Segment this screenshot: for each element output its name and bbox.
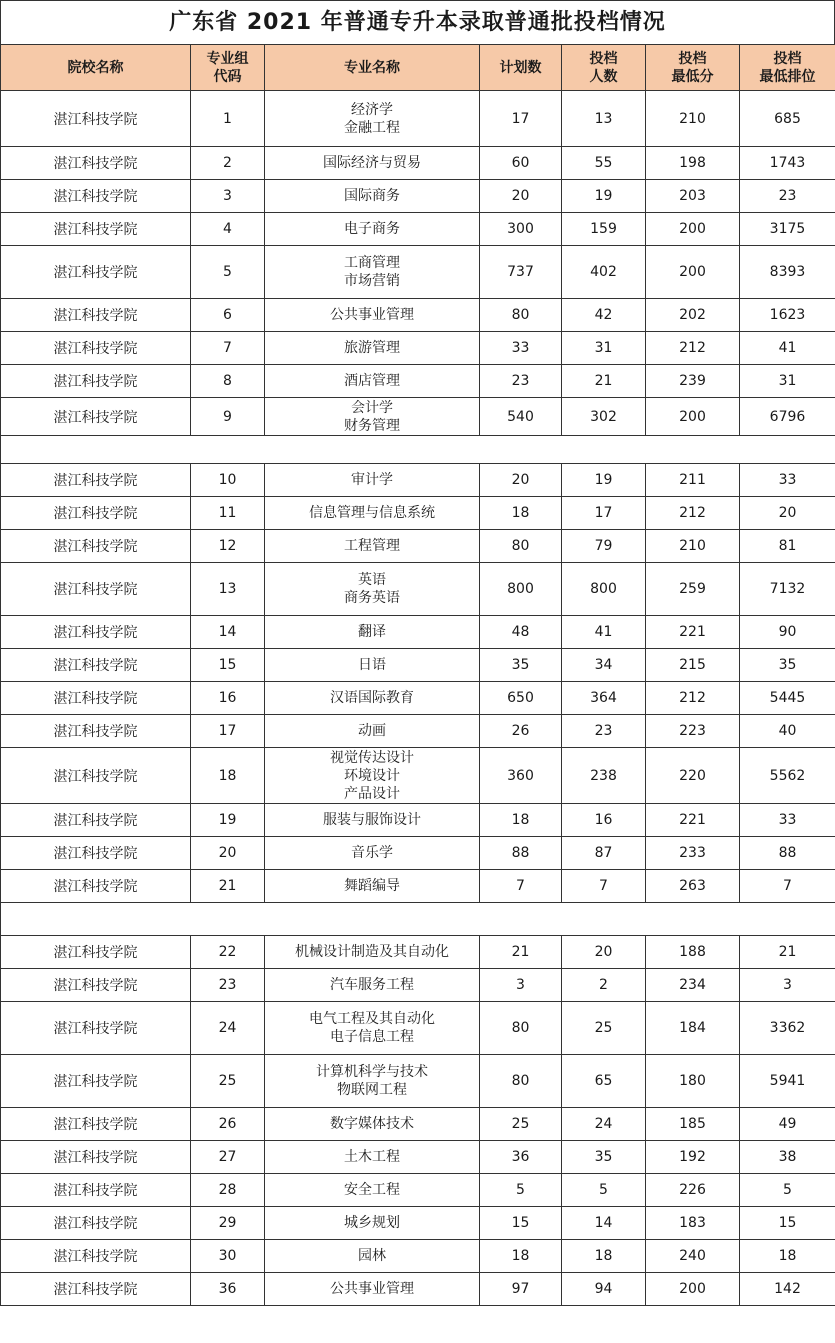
school-cell: 湛江科技学院 [1, 1002, 191, 1055]
major-cell: 音乐学 [265, 837, 480, 870]
major-cell: 视觉传达设计 环境设计 产品设计 [265, 748, 480, 804]
count-cell: 18 [562, 1240, 646, 1273]
min-score-cell: 210 [646, 91, 740, 147]
count-cell: 31 [562, 332, 646, 365]
school-cell: 湛江科技学院 [1, 213, 191, 246]
school-cell: 湛江科技学院 [1, 969, 191, 1002]
group-code-cell: 7 [191, 332, 265, 365]
header-count: 投档 人数 [562, 45, 646, 91]
table-row [1, 1174, 835, 1207]
school-cell: 湛江科技学院 [1, 398, 191, 436]
count-cell: 25 [562, 1002, 646, 1055]
plan-cell: 540 [480, 398, 562, 436]
count-cell: 5 [562, 1174, 646, 1207]
group-code-cell: 27 [191, 1141, 265, 1174]
plan-cell: 26 [480, 715, 562, 748]
min-rank-cell: 18 [740, 1240, 835, 1273]
school-cell: 湛江科技学院 [1, 246, 191, 299]
header-major: 专业名称 [265, 45, 480, 91]
plan-cell: 20 [480, 180, 562, 213]
min-score-cell: 233 [646, 837, 740, 870]
school-cell: 湛江科技学院 [1, 936, 191, 969]
plan-cell: 15 [480, 1207, 562, 1240]
major-cell: 翻译 [265, 616, 480, 649]
table-row [1, 563, 835, 616]
min-rank-cell: 21 [740, 936, 835, 969]
group-code-cell: 18 [191, 748, 265, 804]
major-cell: 土木工程 [265, 1141, 480, 1174]
table-row [1, 530, 835, 563]
separator-cell [1, 903, 835, 936]
count-cell: 159 [562, 213, 646, 246]
min-score-cell: 200 [646, 213, 740, 246]
table-row [1, 837, 835, 870]
plan-cell: 48 [480, 616, 562, 649]
major-cell: 电子商务 [265, 213, 480, 246]
table-row [1, 870, 835, 903]
count-cell: 14 [562, 1207, 646, 1240]
separator-row [1, 903, 835, 936]
separator-row [1, 436, 835, 464]
min-score-cell: 221 [646, 616, 740, 649]
min-score-cell: 221 [646, 804, 740, 837]
count-cell: 42 [562, 299, 646, 332]
min-rank-cell: 142 [740, 1273, 835, 1306]
count-cell: 34 [562, 649, 646, 682]
count-cell: 21 [562, 365, 646, 398]
group-code-cell: 1 [191, 91, 265, 147]
school-cell: 湛江科技学院 [1, 1055, 191, 1108]
group-code-cell: 23 [191, 969, 265, 1002]
school-cell: 湛江科技学院 [1, 147, 191, 180]
group-code-cell: 20 [191, 837, 265, 870]
min-score-cell: 212 [646, 682, 740, 715]
min-rank-cell: 3175 [740, 213, 835, 246]
major-cell: 审计学 [265, 464, 480, 497]
min-rank-cell: 1743 [740, 147, 835, 180]
table-row [1, 246, 835, 299]
min-score-cell: 215 [646, 649, 740, 682]
min-rank-cell: 33 [740, 804, 835, 837]
major-cell: 城乡规划 [265, 1207, 480, 1240]
min-score-cell: 202 [646, 299, 740, 332]
count-cell: 302 [562, 398, 646, 436]
min-score-cell: 203 [646, 180, 740, 213]
group-code-cell: 13 [191, 563, 265, 616]
table-row [1, 1273, 835, 1306]
group-code-cell: 36 [191, 1273, 265, 1306]
plan-cell: 35 [480, 649, 562, 682]
count-cell: 13 [562, 91, 646, 147]
plan-cell: 737 [480, 246, 562, 299]
plan-cell: 80 [480, 1002, 562, 1055]
count-cell: 55 [562, 147, 646, 180]
table-row [1, 1141, 835, 1174]
major-cell: 经济学 金融工程 [265, 91, 480, 147]
min-score-cell: 188 [646, 936, 740, 969]
min-score-cell: 185 [646, 1108, 740, 1141]
count-cell: 402 [562, 246, 646, 299]
plan-cell: 36 [480, 1141, 562, 1174]
plan-cell: 5 [480, 1174, 562, 1207]
school-cell: 湛江科技学院 [1, 180, 191, 213]
table-row [1, 365, 835, 398]
school-cell: 湛江科技学院 [1, 1174, 191, 1207]
major-cell: 工商管理 市场营销 [265, 246, 480, 299]
plan-cell: 23 [480, 365, 562, 398]
plan-cell: 80 [480, 1055, 562, 1108]
major-cell: 公共事业管理 [265, 299, 480, 332]
table-row [1, 398, 835, 436]
plan-cell: 18 [480, 1240, 562, 1273]
min-score-cell: 211 [646, 464, 740, 497]
group-code-cell: 2 [191, 147, 265, 180]
count-cell: 24 [562, 1108, 646, 1141]
min-score-cell: 200 [646, 246, 740, 299]
school-cell: 湛江科技学院 [1, 530, 191, 563]
table-header-row [1, 45, 835, 91]
school-cell: 湛江科技学院 [1, 649, 191, 682]
min-score-cell: 192 [646, 1141, 740, 1174]
header-min-score: 投档 最低分 [646, 45, 740, 91]
group-code-cell: 25 [191, 1055, 265, 1108]
separator-cell [1, 436, 835, 464]
count-cell: 19 [562, 464, 646, 497]
min-rank-cell: 41 [740, 332, 835, 365]
group-code-cell: 21 [191, 870, 265, 903]
school-cell: 湛江科技学院 [1, 682, 191, 715]
plan-cell: 20 [480, 464, 562, 497]
plan-cell: 88 [480, 837, 562, 870]
major-cell: 汽车服务工程 [265, 969, 480, 1002]
plan-cell: 97 [480, 1273, 562, 1306]
min-rank-cell: 49 [740, 1108, 835, 1141]
school-cell: 湛江科技学院 [1, 1240, 191, 1273]
min-rank-cell: 685 [740, 91, 835, 147]
table-row [1, 682, 835, 715]
min-rank-cell: 5445 [740, 682, 835, 715]
major-cell: 汉语国际教育 [265, 682, 480, 715]
school-cell: 湛江科技学院 [1, 870, 191, 903]
count-cell: 364 [562, 682, 646, 715]
min-score-cell: 200 [646, 398, 740, 436]
major-cell: 动画 [265, 715, 480, 748]
table-row [1, 147, 835, 180]
plan-cell: 18 [480, 804, 562, 837]
table-row [1, 497, 835, 530]
plan-cell: 33 [480, 332, 562, 365]
group-code-cell: 8 [191, 365, 265, 398]
plan-cell: 17 [480, 91, 562, 147]
min-score-cell: 180 [646, 1055, 740, 1108]
plan-cell: 21 [480, 936, 562, 969]
table-row [1, 804, 835, 837]
school-cell: 湛江科技学院 [1, 616, 191, 649]
school-cell: 湛江科技学院 [1, 748, 191, 804]
table-row [1, 332, 835, 365]
group-code-cell: 19 [191, 804, 265, 837]
group-code-cell: 15 [191, 649, 265, 682]
group-code-cell: 10 [191, 464, 265, 497]
major-cell: 国际商务 [265, 180, 480, 213]
table-row [1, 969, 835, 1002]
group-code-cell: 16 [191, 682, 265, 715]
group-code-cell: 22 [191, 936, 265, 969]
count-cell: 17 [562, 497, 646, 530]
table-row [1, 213, 835, 246]
plan-cell: 3 [480, 969, 562, 1002]
min-score-cell: 263 [646, 870, 740, 903]
table-row [1, 180, 835, 213]
major-cell: 会计学 财务管理 [265, 398, 480, 436]
major-cell: 日语 [265, 649, 480, 682]
min-rank-cell: 5562 [740, 748, 835, 804]
table-row [1, 1240, 835, 1273]
table-row [1, 748, 835, 804]
group-code-cell: 24 [191, 1002, 265, 1055]
table-row [1, 616, 835, 649]
count-cell: 35 [562, 1141, 646, 1174]
school-cell: 湛江科技学院 [1, 804, 191, 837]
min-score-cell: 223 [646, 715, 740, 748]
min-rank-cell: 5941 [740, 1055, 835, 1108]
admission-table [0, 44, 835, 1306]
group-code-cell: 6 [191, 299, 265, 332]
table-row [1, 299, 835, 332]
min-rank-cell: 7 [740, 870, 835, 903]
table-row [1, 1002, 835, 1055]
min-score-cell: 259 [646, 563, 740, 616]
group-code-cell: 3 [191, 180, 265, 213]
min-rank-cell: 40 [740, 715, 835, 748]
header-min-rank: 投档 最低排位 [740, 45, 835, 91]
min-score-cell: 212 [646, 332, 740, 365]
plan-cell: 60 [480, 147, 562, 180]
table-row [1, 1055, 835, 1108]
group-code-cell: 5 [191, 246, 265, 299]
min-rank-cell: 23 [740, 180, 835, 213]
major-cell: 计算机科学与技术 物联网工程 [265, 1055, 480, 1108]
group-code-cell: 29 [191, 1207, 265, 1240]
min-rank-cell: 35 [740, 649, 835, 682]
plan-cell: 800 [480, 563, 562, 616]
school-cell: 湛江科技学院 [1, 715, 191, 748]
group-code-cell: 9 [191, 398, 265, 436]
table-row [1, 1108, 835, 1141]
group-code-cell: 28 [191, 1174, 265, 1207]
major-cell: 信息管理与信息系统 [265, 497, 480, 530]
min-score-cell: 220 [646, 748, 740, 804]
major-cell: 电气工程及其自动化 电子信息工程 [265, 1002, 480, 1055]
min-rank-cell: 38 [740, 1141, 835, 1174]
school-cell: 湛江科技学院 [1, 91, 191, 147]
plan-cell: 360 [480, 748, 562, 804]
page-title: 广东省 2021 年普通专升本录取普通批投档情况 [0, 0, 835, 44]
major-cell: 安全工程 [265, 1174, 480, 1207]
min-score-cell: 240 [646, 1240, 740, 1273]
plan-cell: 25 [480, 1108, 562, 1141]
school-cell: 湛江科技学院 [1, 497, 191, 530]
major-cell: 旅游管理 [265, 332, 480, 365]
major-cell: 舞蹈编导 [265, 870, 480, 903]
min-rank-cell: 7132 [740, 563, 835, 616]
min-score-cell: 239 [646, 365, 740, 398]
plan-cell: 300 [480, 213, 562, 246]
count-cell: 238 [562, 748, 646, 804]
min-rank-cell: 8393 [740, 246, 835, 299]
count-cell: 800 [562, 563, 646, 616]
min-rank-cell: 88 [740, 837, 835, 870]
min-score-cell: 184 [646, 1002, 740, 1055]
table-row [1, 1207, 835, 1240]
min-score-cell: 234 [646, 969, 740, 1002]
major-cell: 数字媒体技术 [265, 1108, 480, 1141]
major-cell: 工程管理 [265, 530, 480, 563]
group-code-cell: 17 [191, 715, 265, 748]
min-score-cell: 198 [646, 147, 740, 180]
count-cell: 20 [562, 936, 646, 969]
major-cell: 公共事业管理 [265, 1273, 480, 1306]
group-code-cell: 30 [191, 1240, 265, 1273]
major-cell: 园林 [265, 1240, 480, 1273]
min-rank-cell: 3 [740, 969, 835, 1002]
table-row [1, 936, 835, 969]
table-row [1, 715, 835, 748]
min-rank-cell: 15 [740, 1207, 835, 1240]
header-school: 院校名称 [1, 45, 191, 91]
min-score-cell: 183 [646, 1207, 740, 1240]
school-cell: 湛江科技学院 [1, 332, 191, 365]
group-code-cell: 14 [191, 616, 265, 649]
min-rank-cell: 6796 [740, 398, 835, 436]
school-cell: 湛江科技学院 [1, 1108, 191, 1141]
major-cell: 英语 商务英语 [265, 563, 480, 616]
min-rank-cell: 90 [740, 616, 835, 649]
min-rank-cell: 3362 [740, 1002, 835, 1055]
school-cell: 湛江科技学院 [1, 1207, 191, 1240]
min-score-cell: 212 [646, 497, 740, 530]
school-cell: 湛江科技学院 [1, 299, 191, 332]
count-cell: 65 [562, 1055, 646, 1108]
plan-cell: 80 [480, 530, 562, 563]
plan-cell: 18 [480, 497, 562, 530]
table-row [1, 649, 835, 682]
count-cell: 7 [562, 870, 646, 903]
min-score-cell: 226 [646, 1174, 740, 1207]
count-cell: 23 [562, 715, 646, 748]
major-cell: 机械设计制造及其自动化 [265, 936, 480, 969]
school-cell: 湛江科技学院 [1, 365, 191, 398]
count-cell: 94 [562, 1273, 646, 1306]
plan-cell: 650 [480, 682, 562, 715]
school-cell: 湛江科技学院 [1, 1141, 191, 1174]
count-cell: 87 [562, 837, 646, 870]
count-cell: 19 [562, 180, 646, 213]
min-rank-cell: 81 [740, 530, 835, 563]
count-cell: 2 [562, 969, 646, 1002]
header-plan: 计划数 [480, 45, 562, 91]
min-rank-cell: 1623 [740, 299, 835, 332]
group-code-cell: 12 [191, 530, 265, 563]
count-cell: 16 [562, 804, 646, 837]
min-rank-cell: 31 [740, 365, 835, 398]
major-cell: 国际经济与贸易 [265, 147, 480, 180]
school-cell: 湛江科技学院 [1, 563, 191, 616]
major-cell: 服装与服饰设计 [265, 804, 480, 837]
table-row [1, 464, 835, 497]
min-rank-cell: 20 [740, 497, 835, 530]
header-group-code: 专业组 代码 [191, 45, 265, 91]
count-cell: 79 [562, 530, 646, 563]
group-code-cell: 26 [191, 1108, 265, 1141]
plan-cell: 80 [480, 299, 562, 332]
table-row [1, 91, 835, 147]
count-cell: 41 [562, 616, 646, 649]
group-code-cell: 4 [191, 213, 265, 246]
major-cell: 酒店管理 [265, 365, 480, 398]
school-cell: 湛江科技学院 [1, 1273, 191, 1306]
min-score-cell: 210 [646, 530, 740, 563]
plan-cell: 7 [480, 870, 562, 903]
school-cell: 湛江科技学院 [1, 464, 191, 497]
school-cell: 湛江科技学院 [1, 837, 191, 870]
min-rank-cell: 33 [740, 464, 835, 497]
min-rank-cell: 5 [740, 1174, 835, 1207]
group-code-cell: 11 [191, 497, 265, 530]
min-score-cell: 200 [646, 1273, 740, 1306]
